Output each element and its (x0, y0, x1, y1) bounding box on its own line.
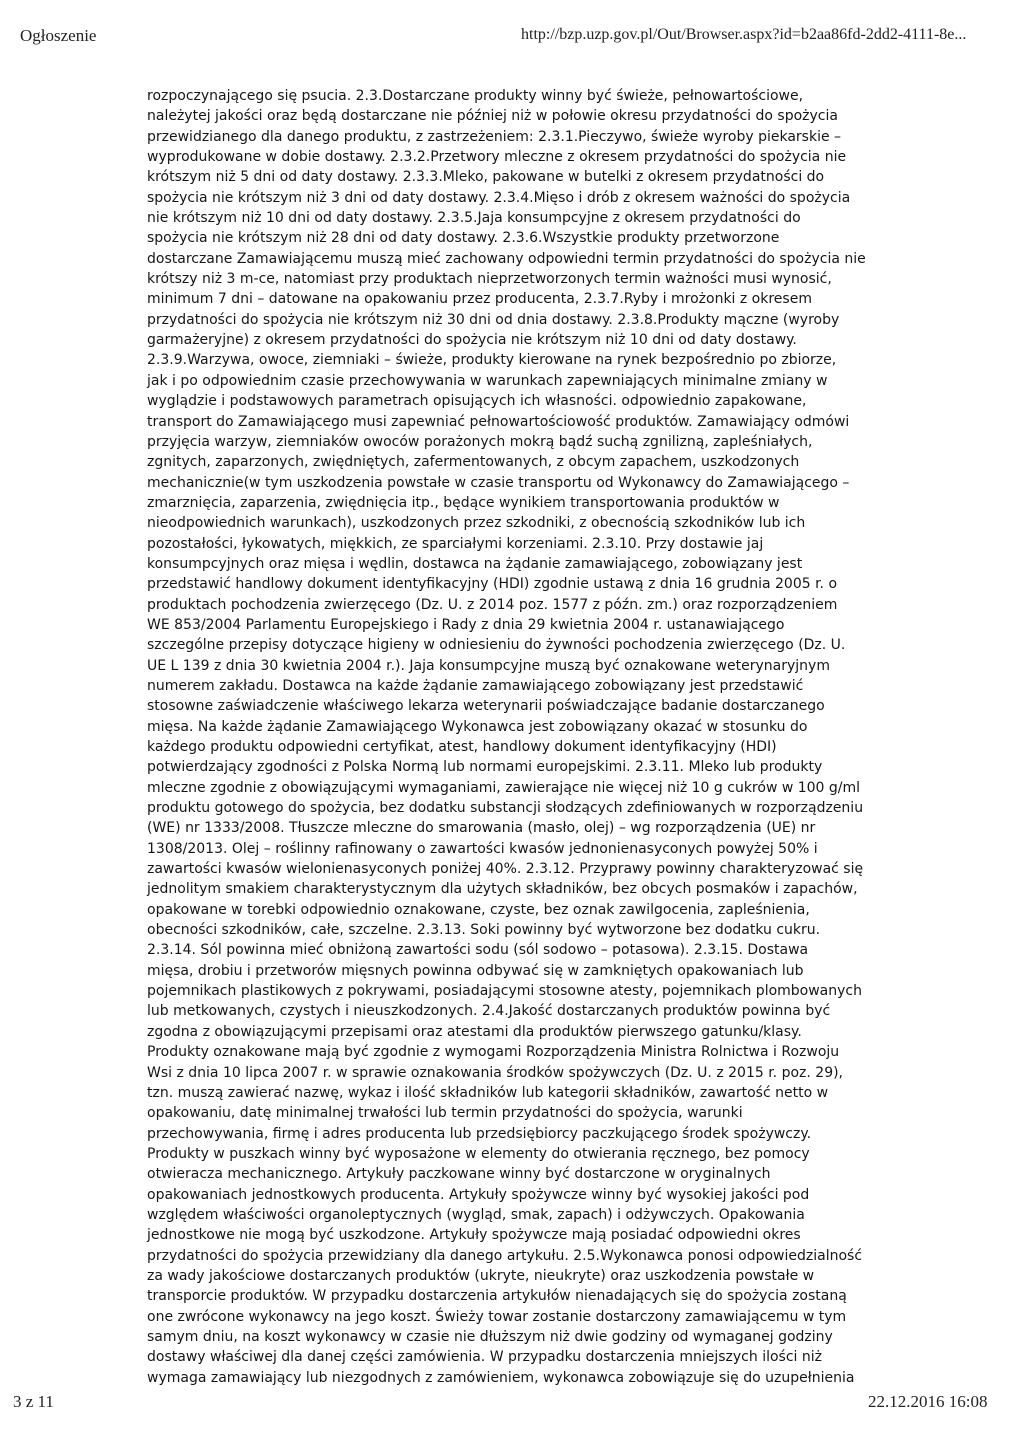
body-line: UE L 139 z dnia 30 kwietnia 2004 r.). Jaja konsumpcyjne muszą być oznakowane weterynaryjnym (147, 657, 830, 674)
body-line: przyjęcia warzyw, ziemniaków owoców porażonych mokrą bądź suchą zgnilizną, zapleśniałych, (147, 433, 813, 450)
body-line: stosowne zaświadczenie właściwego lekarza weterynarii poświadczające badanie dostarczanego (147, 698, 825, 715)
body-line: wymaga zamawiający lub niezgodnych z zamówieniem, wykonawca zobowiązuje się do uzupełnienia (147, 1369, 855, 1386)
body-line: mleczne zgodnie z obowiązującymi wymaganiami, zawierające nie więcej niż 10 g cukrów w 100 g/ml (147, 779, 861, 796)
body-text (147, 86, 866, 1388)
body-line: samym dniu, na koszt wykonawcy w czasie nie dłuższym niż dwie godziny od wymaganej godziny (147, 1328, 833, 1345)
body-line: minimum 7 dni – datowane na opakowaniu przez producenta, 2.3.7.Ryby i mrożonki z okresem (147, 291, 812, 308)
body-line: nieodpowiednich warunkach), uszkodzonych przez szkodniki, z obecnością szkodników lub ich (147, 515, 806, 532)
body-line: pojemnikach plastikowych z pokrywami, posiadającymi stosowne atesty, pojemnikach plombowanych (147, 983, 862, 1000)
body-line: jak i po odpowiednim czasie przechowywania w warunkach zapewniających minimalne zmiany w (147, 372, 828, 389)
body-line: 1308/2013. Olej – roślinny rafinowany o zawartości kwasów jednonienasyconych powyżej 50% i (147, 840, 818, 857)
print-datetime: 22.12.2016 16:08 (868, 1392, 988, 1411)
body-line: opakowaniach jednostkowych producenta. Artykuły spożywcze winny być wysokiej jakości pod (147, 1186, 810, 1203)
body-line: przechowywania, firmę i adres producenta lub przedsiębiorcy paczkującego środek spożywczy. (147, 1125, 812, 1142)
body-line: potwierdzający zgodności z Polska Normą lub normami europejskimi. 2.3.11. Mleko lub produkty (147, 759, 823, 776)
body-line: spożycia nie krótszym niż 3 dni od daty dostawy. 2.3.4.Mięso i drób z okresem ważności do spożycia (147, 189, 851, 206)
body-line: produktach pochodzenia zwierzęcego (Dz. U. z 2014 poz. 1577 z późn. zm.) oraz rozporządzeniem (147, 596, 838, 613)
body-line: one zwrócone wykonawcy na jego koszt. Świeży towar zostanie dostarczony zamawiającemu w tym (147, 1308, 847, 1325)
body-line: garmażeryjne) z okresem przydatności do spożycia nie krótszym niż 10 dni od daty dostawy. (147, 332, 797, 349)
body-line: Wsi z dnia 10 lipca 2007 r. w sprawie oznakowania środków spożywczych (Dz. U. z 2015 r. poz. 29), (147, 1064, 844, 1081)
page-number: 3 z 11 (13, 1392, 54, 1411)
header-url: http://bzp.uzp.gov.pl/Out/Browser.aspx?id=b2aa86fd-2dd2-4111-8e... (521, 26, 967, 43)
body-line: opakowaniu, datę minimalnej trwałości lub termin przydatności do spożycia, warunki (147, 1105, 743, 1122)
body-line: tzn. muszą zawierać nazwę, wykaz i ilość składników lub kategorii składników, zawartość netto w (147, 1084, 829, 1101)
body-line: za wady jakościowe dostarczanych produktów (ukryte, nieukryte) oraz uszkodzenia powstałe w (147, 1267, 815, 1284)
body-line: zawartości kwasów wielonienasyconych poniżej 40%. 2.3.12. Przyprawy powinny charakteryzować się (147, 861, 864, 878)
body-line: mięsa, drobiu i przetworów mięsnych powinna odbywać się w zamkniętych opakowaniach lub (147, 962, 804, 979)
body-line: względem właściwości organoleptycznych (wygląd, smak, zapach) i odżywczych. Opakowania (147, 1206, 805, 1223)
body-line: przewidzianego dla danego produktu, z zastrzeżeniem: 2.3.1.Pieczywo, świeże wyroby piekarskie – (147, 128, 842, 145)
header-title: Ogłoszenie (20, 26, 97, 45)
body-line: przedstawić handlowy dokument identyfikacyjny (HDI) zgodnie ustawą z dnia 16 grudnia 2005 r. o (147, 576, 838, 593)
body-line: przydatności do spożycia nie krótszym niż 30 dni od dnia dostawy. 2.3.8.Produkty mączne (wyroby (147, 311, 840, 328)
body-line: dostarczane Zamawiającemu muszą mieć zachowany odpowiedni termin przydatności do spożycia nie (147, 250, 866, 267)
body-line: dostawy właściwej dla danej części zamówienia. W przypadku dostarczenia mniejszych ilości niż (147, 1349, 822, 1366)
body-line: 2.3.9.Warzywa, owoce, ziemniaki – świeże, produkty kierowane na rynek bezpośrednio po zbiorze, (147, 352, 837, 369)
body-line: konsumpcyjnych oraz mięsa i wędlin, dostawca na żądanie zamawiającego, zobowiązany jest (147, 555, 803, 572)
body-line: transporcie produktów. W przypadku dostarczenia artykułów nienadających się do spożycia zostaną (147, 1288, 847, 1305)
body-line: wyprodukowane w dobie dostawy. 2.3.2.Przetwory mleczne z okresem przydatności do spożycia nie (147, 149, 847, 166)
body-line: lub metkowanych, czystych i nieuszkodzonych. 2.4.Jakość dostarczanych produktów powinna być (147, 1003, 831, 1020)
body-line: rozpoczynającego się psucia. 2.3.Dostarczane produkty winny być świeże, pełnowartościowe, (147, 88, 804, 104)
body-line: pozostałości, łykowatych, miękkich, ze sparciałymi korzeniami. 2.3.10. Przy dostawie jaj (147, 535, 764, 552)
body-line: krótszym niż 5 dni od daty dostawy. 2.3.3.Mleko, pakowane w butelki z okresem przydatności do (147, 169, 825, 186)
body-line: zmarznięcia, zaparzenia, zwiędnięcia itp., będące wynikiem transportowania produktów w (147, 494, 780, 511)
body-line: mięsa. Na każde żądanie Zamawiającego Wykonawca jest zobowiązany okazać w stosunku do (147, 718, 808, 735)
body-line: Produkty oznakowane mają być zgodnie z wymogami Rozporządzenia Ministra Rolnictwa i Rozwoju (147, 1044, 840, 1061)
body-line: WE 853/2004 Parlamentu Europejskiego i Rady z dnia 29 kwietnia 2004 r. ustanawiającego (147, 616, 785, 633)
body-line: zgnitych, zaparzonych, zwiędniętych, zafermentowanych, z obcym zapachem, uszkodzonych (147, 454, 800, 471)
body-line: numerem zakładu. Dostawca na każde żądanie zamawiającego zobowiązany jest przedstawić (147, 677, 804, 694)
body-line: szczególne przepisy dotyczące higieny w odniesieniu do żywności pochodzenia zwierzęcego (Dz. U. (147, 637, 846, 654)
body-line: przydatności do spożycia przewidziany dla danego artykułu. 2.5.Wykonawca ponosi odpowiedzialność (147, 1247, 863, 1264)
body-line: jednostkowe nie mogą być uszkodzone. Artykuły spożywcze mają posiadać odpowiedni okres (147, 1227, 801, 1244)
body-line: należytej jakości oraz będą dostarczane nie później niż w połowie okresu przydatności do spożycia (147, 108, 838, 125)
body-line: (WE) nr 1333/2008. Tłuszcze mleczne do smarowania (masło, olej) – wg rozporządzenia (UE) nr (147, 820, 816, 837)
body-line: krótszy niż 3 m-ce, natomiast przy produktach nieprzetworzonych termin ważności musi wynosić, (147, 271, 832, 288)
body-line: wyglądzie i podstawowych parametrach opisujących ich własności. odpowiednio zapakowane, (147, 393, 807, 410)
body-line: Produkty w puszkach winny być wyposażone w elementy do otwierania ręcznego, bez pomocy (147, 1145, 810, 1162)
body-line: obecności szkodników, całe, szczelne. 2.3.13. Soki powinny być wytworzone bez dodatku cukru. (147, 922, 821, 939)
body-line: transport do Zamawiającego musi zapewniać pełnowartościowość produktów. Zamawiający odmówi (147, 413, 850, 430)
body-line: 2.3.14. Sól powinna mieć obniżoną zawartości sodu (sól sodowo – potasowa). 2.3.15. Dostawa (147, 942, 809, 959)
body-line: otwieracza mechanicznego. Artykuły paczkowane winny być dostarczone w oryginalnych (147, 1166, 771, 1183)
body-line: jednolitym smakiem charakterystycznym dla użytych składników, bez obcych posmaków i zapachów, (147, 881, 858, 898)
body-line: zgodna z obowiązującymi przepisami oraz atestami dla produktów pierwszego gatunku/klasy. (147, 1023, 802, 1040)
body-line: opakowane w torebki odpowiednio oznakowane, czyste, bez oznak zawilgocenia, zapleśnienia, (147, 901, 810, 918)
body-line: produktu gotowego do spożycia, bez dodatku substancji słodzących zdefiniowanych w rozporządzeniu (147, 800, 864, 817)
body-line: mechanicznie(w tym uszkodzenia powstałe w czasie transportu od Wykonawcy do Zamawiającego – (147, 474, 850, 491)
body-line: spożycia nie krótszym niż 28 dni od daty dostawy. 2.3.6.Wszystkie produkty przetworzone (147, 230, 780, 247)
body-line: nie krótszym niż 10 dni od daty dostawy. 2.3.5.Jaja konsumpcyjne z okresem przydatności do (147, 210, 801, 227)
body-line: każdego produktu odpowiedni certyfikat, atest, handlowy dokument identyfikacyjny (HDI) (147, 739, 777, 755)
